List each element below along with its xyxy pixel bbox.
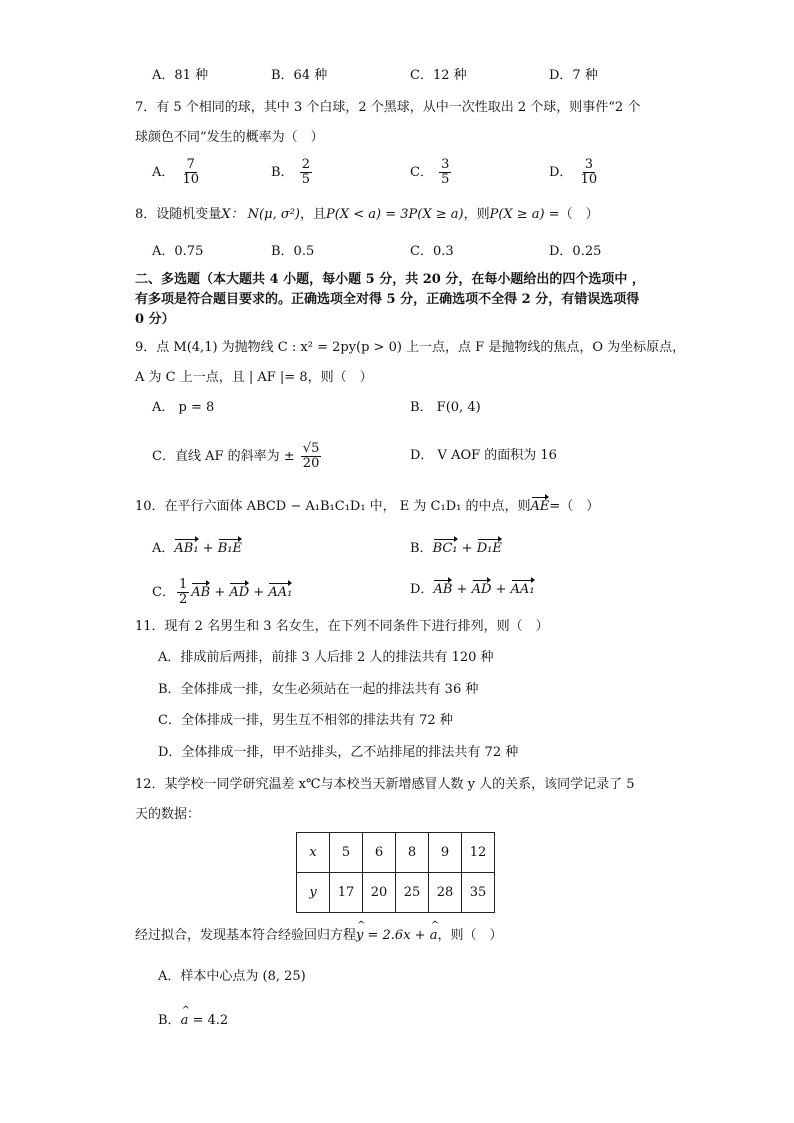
q10-stem: 10．在平行六面体 ABCD − A₁B₁C₁D₁ 中， E 为 C₁D₁ 的中点，则AE=（ ） [135, 499, 600, 514]
table-cell: 35 [462, 873, 495, 913]
q12-fit-line: 经过拟合，发现基本符合经验回归方程^ y = 2.6x + ^ a，则（ ） [135, 927, 502, 945]
q8-option-b: B．0.5 [271, 244, 315, 259]
table-row [297, 873, 495, 913]
q6-option-a: A．81 种 [152, 68, 209, 83]
section2-heading-line2: 有多项是符合题目要求的。正确选项全对得 5 分，正确选项不全得 2 分，有错误选项得 [135, 292, 640, 307]
q8-option-a: A．0.75 [152, 244, 204, 259]
q9-option-a: A． p = 8 [152, 400, 215, 415]
fraction: $\frac{√5}{20}$ [302, 441, 320, 471]
q9-option-d: D． V AOF 的面积为 16 [410, 448, 557, 463]
fraction: $\frac{3}{5}$ [441, 157, 450, 187]
vector: AE [530, 499, 550, 514]
q9-option-b: B． F(0, 4) [410, 400, 481, 415]
table-cell: y [297, 873, 330, 913]
q12-option-b: B．^ a = 4.2 [158, 1012, 228, 1030]
section2-heading-line1: 二、多选题（本大题共 4 小题，每小题 5 分，共 20 分，在每小题给出的四个选项中 ， [135, 272, 645, 287]
q7-option-a: A． $\frac{7}{10}$ [152, 157, 200, 187]
table-cell: 20 [363, 873, 396, 913]
q7-option-b: B． $\frac{2}{5}$ [271, 157, 310, 187]
q12-stem-line2: 天的数据： [135, 807, 201, 822]
q10-option-d: D．AB + AD + AA₁ [410, 582, 535, 597]
table-cell: 25 [396, 873, 429, 913]
table-cell: 9 [429, 833, 462, 873]
hat-a: ^ a [181, 1012, 189, 1030]
hat-y: ^ y [356, 927, 363, 945]
q11-option-d: D．全体排成一排，甲不站排头，乙不站排尾的排法共有 72 种 [158, 745, 519, 760]
q6-option-d: D．7 种 [549, 68, 598, 83]
q11-option-b: B．全体排成一排，女生必须站在一起的排法共有 36 种 [158, 682, 479, 697]
q9-stem-line1: 9．点 M(4,1) 为抛物线 C : x² = 2py(p > 0) 上一点，点 F 是抛物线的焦点，O 为坐标原点， [135, 340, 686, 355]
q11-stem: 11．现有 2 名男生和 3 名女生，在下列不同条件下进行排列，则（ ） [135, 619, 549, 634]
table-cell: 5 [330, 833, 363, 873]
fraction: $\frac{1}{2}$ [178, 577, 188, 607]
table-cell: 28 [429, 873, 462, 913]
q8-option-d: D．0.25 [549, 244, 602, 259]
q12-option-a: A．样本中心点为 (8, 25) [158, 969, 306, 984]
q7-option-d: D． $\frac{3}{10}$ [549, 157, 598, 187]
fraction: $\frac{7}{10}$ [182, 157, 200, 187]
table-cell: 17 [330, 873, 363, 913]
q10-option-a: A．AB₁ + B₁E [152, 541, 242, 556]
q8-option-c: C．0.3 [410, 244, 454, 259]
table-cell: 8 [396, 833, 429, 873]
fraction: $\frac{3}{10}$ [580, 157, 598, 187]
table-cell: 12 [462, 833, 495, 873]
q6-option-c: C．12 种 [410, 68, 467, 83]
hat-a: ^ a [430, 927, 438, 945]
q6-option-b: B．64 种 [271, 68, 328, 83]
q10-option-c: C． $\frac{1}{2}$ AB + AD + AA₁ [152, 577, 293, 607]
fraction: $\frac{2}{5}$ [301, 157, 310, 187]
q8-stem: 8．设随机变量X： N(μ, σ²)，且P(X < a) = 3P(X ≥ a)，则P(X ≥ a) =（ ） [135, 207, 599, 222]
q11-option-c: C．全体排成一排，男生互不相邻的排法共有 72 种 [158, 713, 453, 728]
q7-option-c: C． $\frac{3}{5}$ [410, 157, 450, 187]
q11-option-a: A．排成前后两排，前排 3 人后排 2 人的排法共有 120 种 [158, 650, 494, 665]
table-row [297, 833, 495, 873]
q12-stem-line1: 12．某学校一同学研究温差 x℃与本校当天新增感冒人数 y 人的关系，该同学记录了 5 [135, 777, 635, 792]
q7-stem-line1: 7．有 5 个相同的球，其中 3 个白球，2 个黑球，从中一次性取出 2 个球，则事件“2 个 [135, 100, 641, 115]
table-cell: x [297, 833, 330, 873]
q7-stem-line2: 球颜色不同”发生的概率为（ ） [135, 130, 324, 145]
q9-stem-line2: A 为 C 上一点，且 | AF |= 8，则（ ） [135, 370, 373, 385]
section2-heading-line3: 0 分） [135, 312, 175, 327]
data-table [296, 832, 495, 913]
table-cell: 6 [363, 833, 396, 873]
q10-option-b: B．BC₁ + D₁E [410, 541, 502, 556]
q9-option-c: C．直线 AF 的斜率为 ± $\frac{√5}{20}$ [152, 441, 320, 471]
